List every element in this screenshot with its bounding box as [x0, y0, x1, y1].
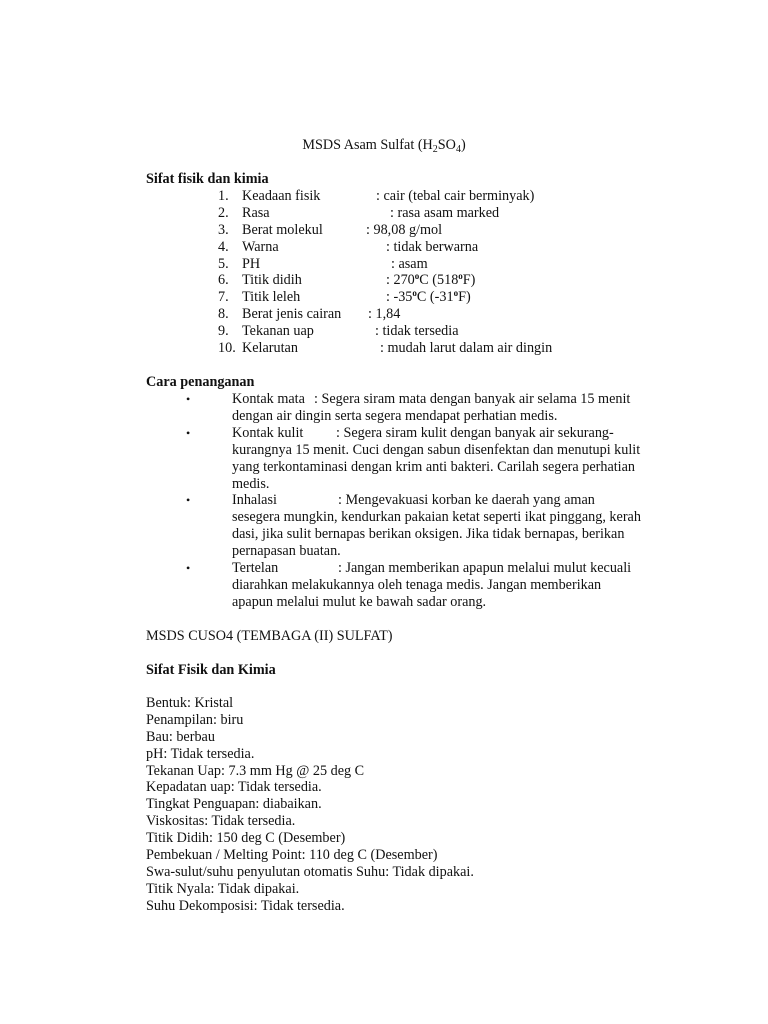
list-item: Viskositas: Tidak tersedia. — [146, 813, 296, 830]
section-heading-handling: Cara penanganan — [146, 374, 255, 390]
handling-item: • Tertelan : Jangan memberikan apapun melalui mulut kecuali diarahkan melakukannya oleh tenaga medis. Jangan memberikan apapun melalui mulut ke bawah sadar orang. — [186, 560, 632, 610]
msds2-title: MSDS CUSO4 (TEMBAGA (II) SULFAT) — [146, 628, 393, 644]
bullet-icon: • — [186, 493, 191, 508]
section-heading-cuso4: Sifat Fisik dan Kimia — [146, 662, 276, 678]
list-item: Bentuk: Kristal — [146, 695, 234, 711]
list-item: Penampilan: biru — [146, 711, 244, 728]
list-item: Titik Didih: 150 deg C (Desember) — [146, 830, 346, 847]
handling-item: • Kontak kulit : Segera siram kulit dengan banyak air sekurang-kurangnya 15 menit. Cuci dengan sabun disenfektan dan menutupi kulit yang terkontaminasi dengan krim anti bakteri. Carilah segera perhatian medis. — [186, 424, 641, 492]
list-item: Titik Nyala: Tidak dipakai. — [146, 880, 300, 897]
list-item: Swa-sulut/suhu penyulutan otomatis Suhu: Tidak dipakai. — [146, 863, 474, 880]
section-heading-physical-chemical: Sifat fisik dan kimia — [146, 171, 269, 187]
list-item: pH: Tidak tersedia. — [146, 745, 255, 762]
list-item: Tingkat Penguapan: diabaikan. — [146, 796, 322, 813]
document-page: MSDS Asam Sulfat $(H_2SO_4)$ Sifat fisik dan kimia 1. Keadaan fisik : cair (tebal cair berminyak) 2. Rasa : rasa asam marked 3. Berat molekul : 98,08 g/mol 4. Warna : tidak berwarna 5. PH : asam 6. Titik didih : 270$^o$C (518$^o$F) 7. Titik leleh : -35$^o$C (-31$^o$F) 8. Berat jenis cairan : 1,84 9. Tekanan uap : tidak tersedia 10. Kelarutan : mudah larut dalam air dingin Cara penanganan • Kontak mata : Segera siram mata dengan banyak air selama 15 menit dengan air dingin serta segera mendapat perhatian medis. • Kontak kulit : Segera siram kulit dengan banyak air sekurang-kurangnya 15 menit. Cuci dengan sabun disenfektan dan menutupi kulit yang terkontaminasi dengan krim anti bakteri. Carilah segera perhatian medis. • Inhalasi : Mengevakuasi korban ke daerah yang aman sesegera mungkin, kendurkan pakaian ketat seperti ikat pinggang, kerah dasi, jika sulit bernapas berikan oksigen. Jika tidak bernapas, berikan pernapasan buatan. • Tertelan : Jangan memberikan apapun melalui mulut kecuali diarahkan melakukannya oleh tenaga medis. Jangan memberikan apapun melalui mulut ke bawah sadar orang. MSDS CUSO4 (TEMBAGA (II) SULFAT) Sifat Fisik dan Kimia Bentuk: Kristal Penampilan: biru Bau: berbau pH: Tidak tersedia. Tekanan Uap: 7.3 mm Hg @ 25 deg C Kepadatan uap: Tidak tersedia. Tingkat Penguapan: diabaikan. Viskositas: Tidak tersedia. Titik Didih: 150 deg C (Desember) Pembekuan / Melting Point: 110 deg C (Desember) Swa-sulut/suhu penyulutan otomatis Suhu: Tidak dipakai. Titik Nyala: Tidak dipakai. Suhu Dekomposisi: Tidak tersedia. — [0, 0, 768, 1024]
list-item: Bau: berbau — [146, 728, 215, 745]
handling-list — [146, 391, 646, 611]
degree-symbol: o — [458, 271, 463, 282]
degree-symbol: o — [414, 271, 420, 282]
document-title: MSDS Asam Sulfat $(H_2SO_4)$ — [302, 137, 466, 155]
list-item: Pembekuan / Melting Point: 110 deg C (Desember) — [146, 847, 438, 864]
cuso4-property-list — [146, 695, 474, 915]
list-item: Suhu Dekomposisi: Tidak tersedia. — [146, 897, 345, 914]
list-item: Tekanan Uap: 7.3 mm Hg @ 25 deg C — [146, 762, 365, 779]
degree-symbol: o — [412, 288, 417, 299]
degree-symbol: o — [453, 288, 459, 299]
list-item: Kepadatan uap: Tidak tersedia. — [146, 779, 322, 796]
handling-item: • Inhalasi : Mengevakuasi korban ke daerah yang aman sesegera mungkin, kendurkan pakaian ketat seperti ikat pinggang, kerah dasi, jika sulit bernapas berikan oksigen. Jika tidak bernapas, berikan pernapasan buatan. — [186, 492, 641, 560]
bullet-icon: • — [186, 425, 191, 440]
bullet-icon: • — [186, 561, 191, 576]
handling-item: • Kontak mata : Segera siram mata dengan banyak air selama 15 menit dengan air dingin serta segera mendapat perhatian medis. — [186, 391, 631, 424]
bullet-icon: • — [186, 392, 191, 406]
